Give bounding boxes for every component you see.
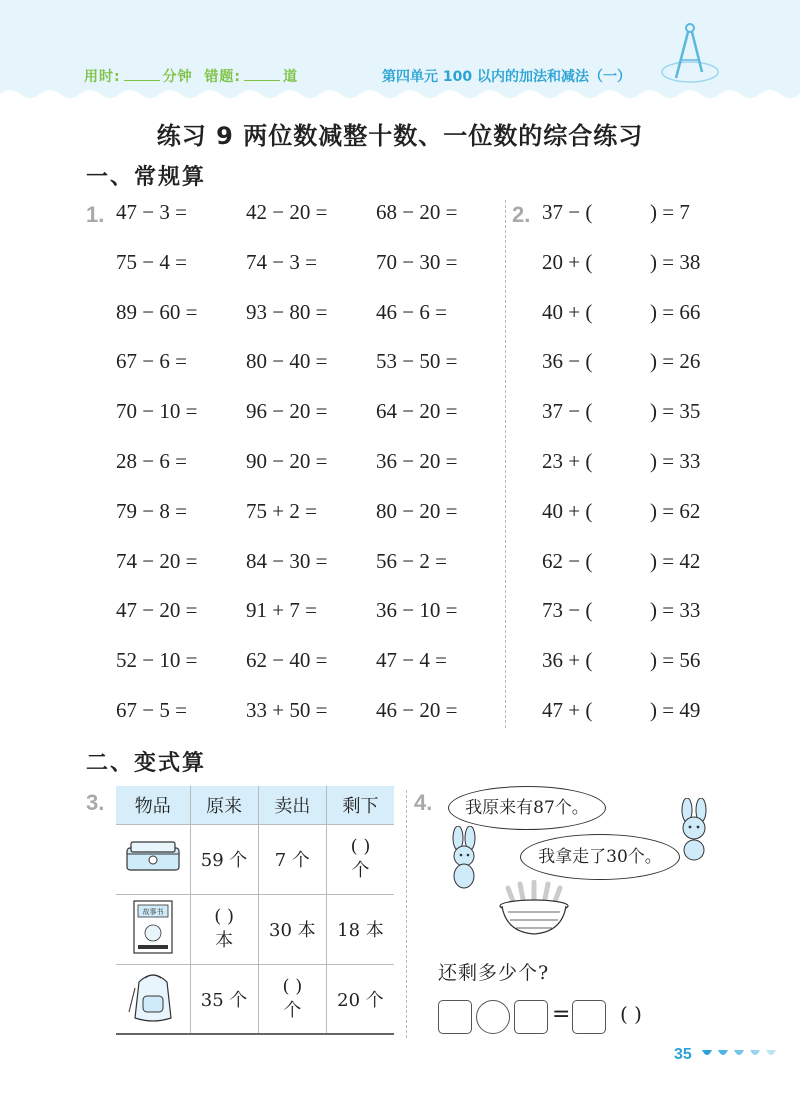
equation: 46 − 20 = <box>376 698 458 722</box>
equation: 68 − 20 = <box>376 200 458 224</box>
section-1-title: 一、常规算 <box>86 165 207 190</box>
header-item: 物品 <box>116 786 190 824</box>
header-sold: 卖出 <box>258 786 326 824</box>
equation-right: ) = 42 <box>650 548 701 573</box>
answer-blank[interactable]: ( ) <box>350 836 371 857</box>
equation: 93 − 80 = <box>246 299 328 324</box>
question-1-number: 1. <box>86 202 105 227</box>
page-number: 35 <box>674 1046 692 1063</box>
fill-in-equation[interactable] <box>542 449 732 479</box>
equation-right: ) = 62 <box>650 498 701 523</box>
equation-left: 40 + ( <box>542 299 593 324</box>
equation: 64 − 20 = <box>376 399 458 424</box>
fill-in-equation[interactable] <box>542 250 732 280</box>
equals-sign: = <box>552 1002 571 1027</box>
cell-left: 18 本 <box>326 894 394 964</box>
equation: 42 − 20 = <box>246 200 328 224</box>
equation: 67 − 5 = <box>116 698 187 722</box>
header-original: 原来 <box>190 786 258 824</box>
fill-in-equation[interactable] <box>542 698 732 728</box>
equation-right: ) = 56 <box>650 648 701 673</box>
backpack-cell <box>116 964 190 1034</box>
equation: 90 − 20 = <box>246 449 328 473</box>
equation: 62 − 40 = <box>246 648 328 673</box>
table-row <box>116 964 394 1034</box>
carrot-basket-icon <box>494 880 574 938</box>
answer-box-result[interactable] <box>572 1000 606 1034</box>
header-meta <box>84 66 298 86</box>
equation: 80 − 40 = <box>246 349 328 374</box>
unit-label: 个 <box>283 999 302 1021</box>
table-row <box>116 824 394 894</box>
equation: 75 + 2 = <box>246 498 317 523</box>
column-divider <box>505 200 506 728</box>
section-2-divider <box>406 790 407 1038</box>
equation-left: 40 + ( <box>542 498 593 523</box>
equation: 56 − 2 = <box>376 548 447 573</box>
equation: 46 − 6 = <box>376 299 447 324</box>
equation: 47 − 4 = <box>376 648 447 673</box>
time-label: 用时: <box>84 69 121 85</box>
equation-left: 73 − ( <box>542 598 593 623</box>
equation: 47 − 20 = <box>116 598 198 623</box>
answer-blank[interactable]: ( ) <box>214 906 234 927</box>
equation: 89 − 60 = <box>116 299 198 324</box>
compass-icon <box>660 20 720 90</box>
equation-left: 47 + ( <box>542 698 593 722</box>
equation-right: ) = 7 <box>650 200 690 224</box>
unit-title: 第四单元 100 以内的加法和减法（一） <box>382 69 631 85</box>
speech-bubble-2: 我拿走了30个。 <box>520 834 680 880</box>
fill-in-equation[interactable] <box>542 549 732 579</box>
rabbit-left-icon <box>440 826 490 892</box>
equation: 74 − 20 = <box>116 548 198 573</box>
cell-sold: 30 本 <box>258 894 326 964</box>
question-4-number: 4. <box>414 790 433 815</box>
table-row <box>116 894 394 964</box>
equation: 47 − 3 = <box>116 200 187 224</box>
section-2-title: 二、变式算 <box>86 751 207 776</box>
equation: 67 − 6 = <box>116 349 187 374</box>
storybook-cell <box>116 894 190 964</box>
equation-right: ) = 26 <box>650 349 701 374</box>
fill-in-equation[interactable] <box>542 648 732 678</box>
rabbit-right-icon <box>672 798 716 862</box>
equation-right: ) = 35 <box>650 399 701 424</box>
equation: 70 − 30 = <box>376 249 458 274</box>
cell-original: 59 个 <box>190 824 258 894</box>
answer-box-2[interactable] <box>514 1000 548 1034</box>
fill-in-equation[interactable] <box>542 399 732 429</box>
equation-left: 20 + ( <box>542 249 593 274</box>
backpack-icon <box>125 968 181 1024</box>
equation-right: ) = 49 <box>650 698 701 722</box>
fill-in-equation[interactable] <box>542 349 732 379</box>
equation: 80 − 20 = <box>376 498 458 523</box>
cell-left: 20 个 <box>326 964 394 1034</box>
storybook-icon <box>130 899 176 955</box>
lesson-title: 练习 9 两位数减整十数、一位数的综合练习 <box>156 122 644 150</box>
cell-sold: 7 个 <box>258 824 326 894</box>
fill-in-equation[interactable] <box>542 300 732 330</box>
equation: 70 − 10 = <box>116 399 198 424</box>
errors-blank[interactable] <box>244 69 280 81</box>
minutes-label: 分钟 <box>162 69 193 85</box>
page-dots-decoration <box>700 1048 790 1062</box>
pencil-case-cell <box>116 824 190 894</box>
equation-left: 23 + ( <box>542 449 593 473</box>
cell-original-answer[interactable] <box>190 894 258 964</box>
equation: 96 − 20 = <box>246 399 328 424</box>
items-table <box>116 786 394 1035</box>
operator-circle[interactable] <box>476 1000 510 1034</box>
equation: 79 − 8 = <box>116 498 187 523</box>
equation: 36 − 10 = <box>376 598 458 623</box>
question-3-number: 3. <box>86 790 105 815</box>
equation-right: ) = 38 <box>650 249 701 274</box>
equation-right: ) = 33 <box>650 598 701 623</box>
header-left: 剩下 <box>326 786 394 824</box>
unit-label: 个 <box>351 860 370 881</box>
equation: 52 − 10 = <box>116 648 198 673</box>
equation-left: 36 − ( <box>542 349 593 374</box>
equation: 75 − 4 = <box>116 249 187 274</box>
cell-original: 35 个 <box>190 964 258 1034</box>
time-blank[interactable] <box>124 69 160 81</box>
storybook-label: 故事书 <box>142 907 164 916</box>
question-2-number: 2. <box>512 202 531 227</box>
equation-left: 37 − ( <box>542 399 593 424</box>
equation-left: 36 + ( <box>542 648 593 673</box>
errors-label: 错题: <box>204 69 241 85</box>
equation: 28 − 6 = <box>116 449 187 473</box>
equation-left: 37 − ( <box>542 200 593 224</box>
unit-label: 本 <box>215 930 234 951</box>
cell-left-answer[interactable] <box>326 824 394 894</box>
cell-sold-answer[interactable] <box>258 964 326 1034</box>
pencil-case-icon <box>123 840 183 874</box>
table-header-row <box>116 786 394 824</box>
equation: 33 + 50 = <box>246 698 328 722</box>
equation-left: 62 − ( <box>542 548 593 573</box>
equation: 53 − 50 = <box>376 349 458 374</box>
equation-right: ) = 66 <box>650 299 701 324</box>
equation: 91 + 7 = <box>246 598 317 623</box>
equation: 36 − 20 = <box>376 449 458 473</box>
unit-blank[interactable]: ( ) <box>620 1002 642 1026</box>
fill-in-equation[interactable] <box>542 598 732 628</box>
equation: 74 − 3 = <box>246 249 317 274</box>
answer-box-1[interactable] <box>438 1000 472 1034</box>
equation-right: ) = 33 <box>650 449 701 473</box>
fill-in-equation[interactable] <box>542 499 732 529</box>
answer-blank[interactable]: ( ) <box>282 975 303 997</box>
question-4-prompt: 还剩多少个? <box>438 962 550 984</box>
equation: 84 − 30 = <box>246 548 328 573</box>
count-label: 道 <box>282 69 298 85</box>
fill-in-equation[interactable] <box>542 200 732 230</box>
speech-bubble-1: 我原来有87个。 <box>448 786 606 830</box>
